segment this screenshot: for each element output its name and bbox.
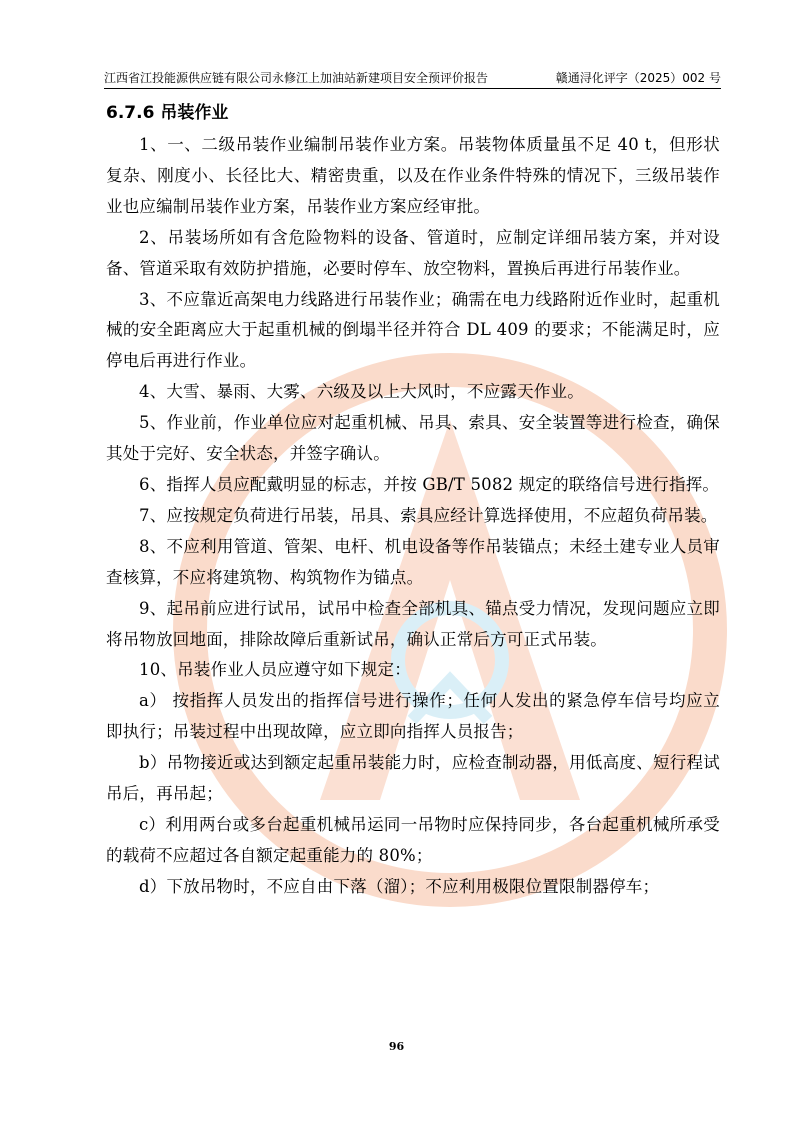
page-header xyxy=(104,70,721,89)
report-title: 江西省江投能源供应链有限公司永修江上加油站新建项目安全预评价报告 xyxy=(104,71,489,85)
paragraph-4: 4、大雪、暴雨、大雾、六级及以上大风时，不应露天作业。 xyxy=(139,382,584,402)
list-item-a: a） 按指挥人员发出的指挥信号进行操作；任何人发出的紧急停车信号均应立即执行；吊装过程中出现故障，应立即向指挥人员报告； xyxy=(106,691,720,742)
paragraph-10: 10、吊装作业人员应遵守如下规定： xyxy=(139,660,411,680)
paragraph-2: 2、吊装场所如有含危险物料的设备、管道时，应制定详细吊装方案，并对设备、管道采取有效防护措施，必要时停车、放空物料，置换后再进行吊装作业。 xyxy=(106,227,720,278)
paragraph-6: 6、指挥人员应配戴明显的标志，并按 GB/T 5082 规定的联络信号进行指挥。 xyxy=(139,474,720,494)
paragraph-1: 1、一、二级吊装作业编制吊装作业方案。吊装物体质量虽不足 40 t，但形状复杂、刚度小、长径比大、精密贵重，以及在作业条件特殊的情况下，三级吊装作业也应编制吊装作业方案，吊装作业方案应经审批。 xyxy=(106,135,720,216)
page-number: 96 xyxy=(388,1040,405,1053)
paragraph-9: 9、起吊前应进行试吊，试吊中检查全部机具、锚点受力情况，发现问题应立即将吊物放回地面，排除故障后重新试吊，确认正常后方可正式吊装。 xyxy=(106,598,720,649)
page-content xyxy=(106,98,720,903)
list-item-b: b）吊物接近或达到额定起重吊装能力时，应检查制动器，用低高度、短行程试吊后，再吊起； xyxy=(106,753,720,804)
paragraph-7: 7、应按规定负荷进行吊装，吊具、索具应经计算选择使用，不应超负荷吊装。 xyxy=(139,505,718,525)
list-item-d: d）下放吊物时，不应自由下落（溜）；不应利用极限位置限制器停车； xyxy=(139,876,660,896)
section-heading: 6.7.6 吊装作业 xyxy=(106,103,229,123)
paragraph-3: 3、不应靠近高架电力线路进行吊装作业；确需在电力线路附近作业时，起重机械的安全距离应大于起重机械的倒塌半径并符合 DL 409 的要求；不能满足时，应停电后再进行作业。 xyxy=(106,289,720,371)
document-number: 赣通浔化评字（2025）002 号 xyxy=(555,71,721,85)
paragraph-5: 5、作业前，作业单位应对起重机械、吊具、索具、安全装置等进行检查，确保其处于完好、安全状态，并签字确认。 xyxy=(106,413,720,464)
paragraph-8: 8、不应利用管道、管架、电杆、机电设备等作吊装锚点；未经土建专业人员审查核算，不应将建筑物、构筑物作为锚点。 xyxy=(106,536,720,587)
list-item-c: c）利用两台或多台起重机械吊运同一吊物时应保持同步，各台起重机械所承受的载荷不应超过各自额定起重能力的 80%； xyxy=(106,814,720,865)
